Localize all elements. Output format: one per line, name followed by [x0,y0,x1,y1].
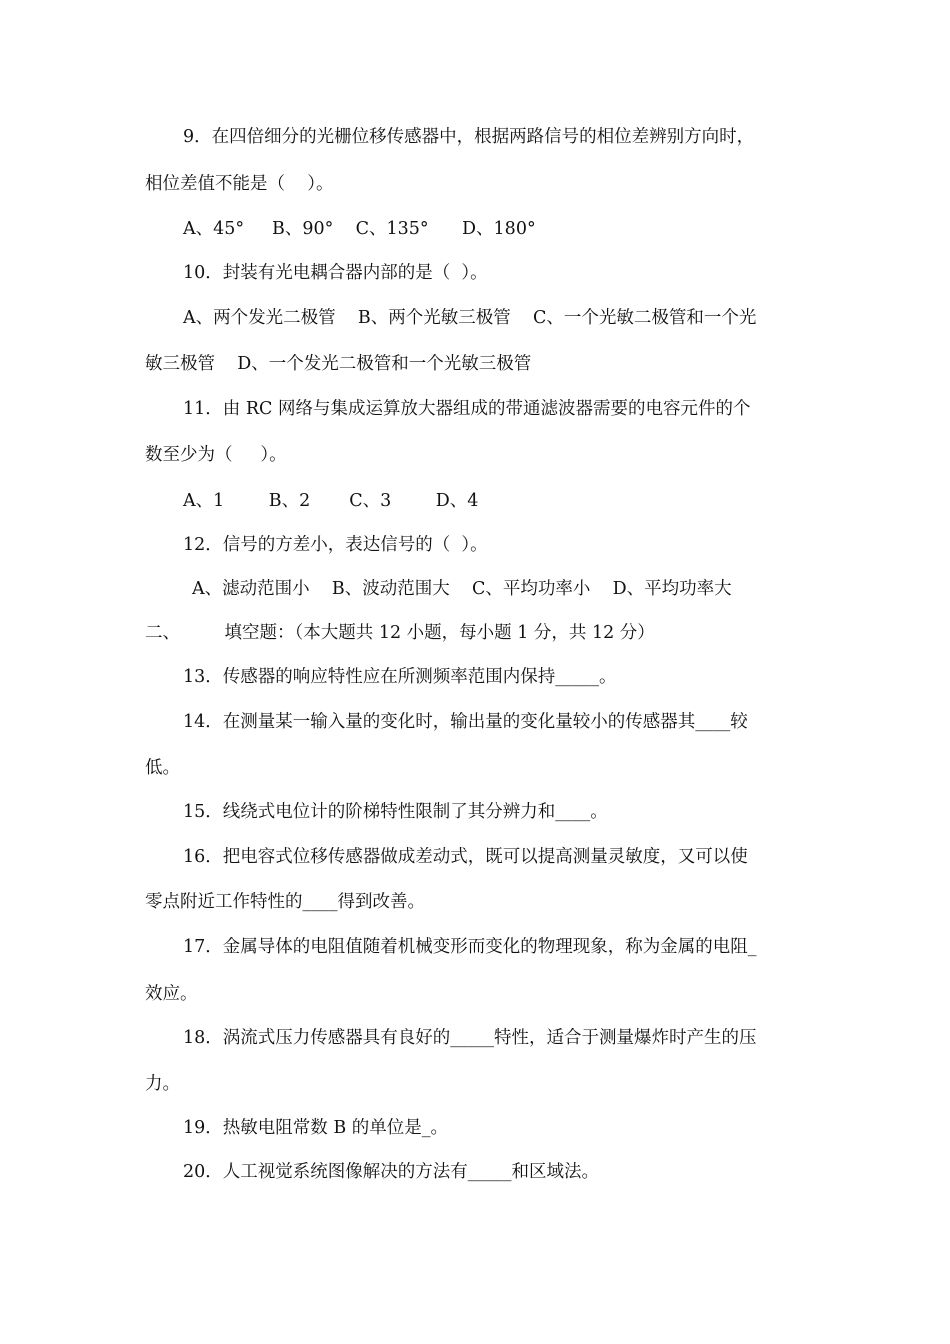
question-19-text: 19．热敏电阻常数 B 的单位是_。 [183,1118,449,1138]
question-12-text: 12．信号的方差小，表达信号的（ ）。 [183,535,488,555]
question-14-text-cont: 低。 [145,758,180,778]
question-20-text: 20．人工视觉系统图像解决的方法有_____和区域法。 [183,1162,600,1182]
question-9-options: A、45° B、90° C、135° D、180° [183,219,536,239]
question-11-options: A、1 B、2 C、3 D、4 [183,491,479,511]
question-12-options: A、滤动范围小 B、波动范围大 C、平均功率小 D、平均功率大 [192,579,732,599]
question-9-text: 9．在四倍细分的光栅位移传感器中，根据两路信号的相位差辨别方向时， [183,127,755,147]
question-17-text-cont: 效应。 [145,984,198,1004]
question-9-text-cont: 相位差值不能是（ ）。 [145,174,334,194]
question-10-options-cont: 敏三极管 D、一个发光二极管和一个光敏三极管 [145,354,532,374]
question-10-text: 10．封装有光电耦合器内部的是（ ）。 [183,263,488,283]
question-16-text-cont: 零点附近工作特性的____得到改善。 [145,892,425,912]
question-16-text: 16．把电容式位移传感器做成差动式，既可以提高测量灵敏度，又可以使 [183,847,748,867]
question-11-text: 11．由 RC 网络与集成运算放大器组成的带通滤波器需要的电容元件的个 [183,399,751,419]
question-17-text: 17．金属导体的电阻值随着机械变形而变化的物理现象，称为金属的电阻_ [183,937,757,957]
section-heading: 二、 填空题：（本大题共 12 小题，每小题 1 分，共 12 分） [145,623,655,643]
question-10-options: A、两个发光二极管 B、两个光敏三极管 C、一个光敏二极管和一个光 [183,308,757,328]
question-15-text: 15．线绕式电位计的阶梯特性限制了其分辨力和____。 [183,802,608,822]
question-18-text-cont: 力。 [145,1074,180,1094]
question-11-text-cont: 数至少为（ ）。 [145,445,287,465]
question-14-text: 14．在测量某一输入量的变化时，输出量的变化量较小的传感器其____较 [183,712,748,732]
question-18-text: 18．涡流式压力传感器具有良好的_____特性，适合于测量爆炸时产生的压 [183,1028,757,1048]
question-13-text: 13．传感器的响应特性应在所测频率范围内保持_____。 [183,667,617,687]
